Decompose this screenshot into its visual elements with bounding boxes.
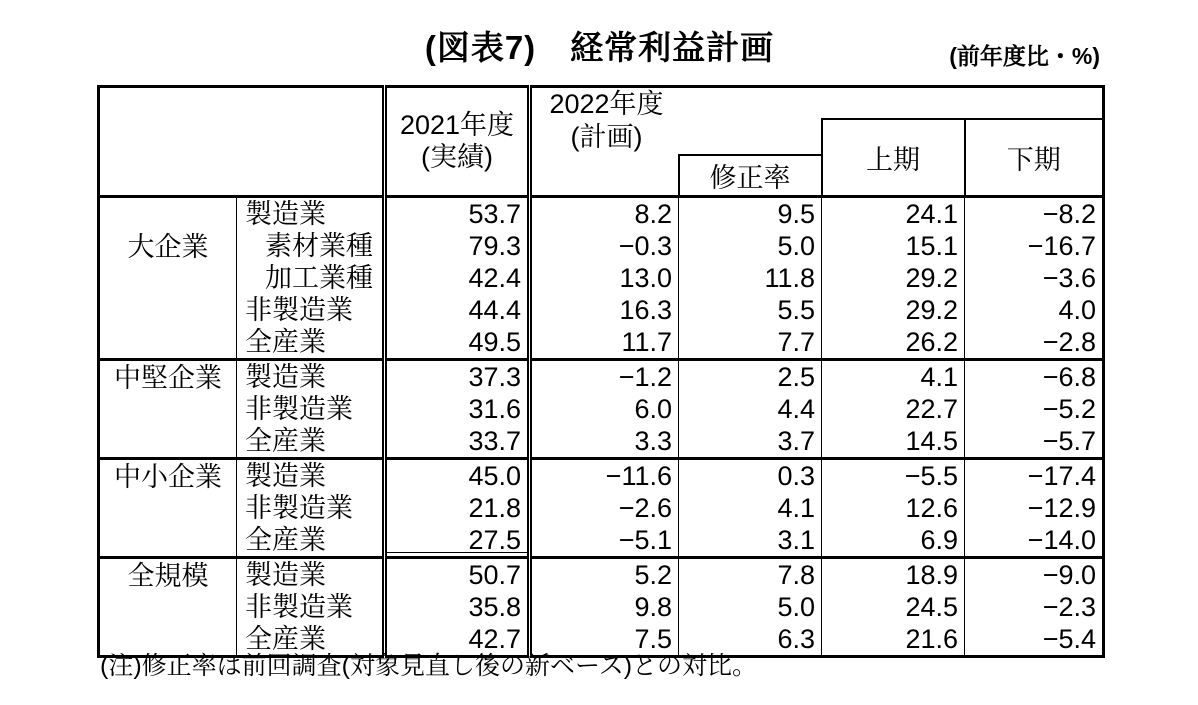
table-header bbox=[99, 87, 1104, 197]
value-cell: 6.3 bbox=[679, 623, 822, 657]
header-2021-column bbox=[385, 87, 530, 197]
value-cell: 5.2 bbox=[530, 557, 679, 591]
industry-label: 非製造業 bbox=[237, 294, 385, 326]
group-label: 大企業 bbox=[127, 231, 209, 262]
value-cell: 50.7 bbox=[385, 557, 530, 591]
value-cell: 44.4 bbox=[385, 294, 530, 326]
industry-label: 非製造業 bbox=[237, 492, 385, 524]
header-corner-cell bbox=[99, 87, 385, 197]
value-cell: 4.4 bbox=[679, 393, 822, 425]
value-cell: 7.5 bbox=[634, 623, 672, 654]
header-spacer-left bbox=[530, 155, 679, 197]
industry-label: 素材業種 bbox=[237, 230, 385, 262]
header-2022-line1: 2022年度 bbox=[549, 89, 664, 119]
profit-plan-table bbox=[97, 85, 1105, 658]
value-cell: 6.9 bbox=[822, 524, 965, 558]
value-cell: 18.9 bbox=[822, 557, 965, 591]
industry-label: 全産業 bbox=[237, 326, 385, 360]
industry-label: 全産業 bbox=[237, 623, 385, 657]
header-second-half: 下期 bbox=[965, 119, 1104, 197]
value-cell: 0.3 bbox=[679, 458, 822, 492]
industry-label: 非製造業 bbox=[237, 591, 385, 623]
value-cell: −5.5 bbox=[822, 458, 965, 492]
value-cell: −17.4 bbox=[965, 458, 1104, 492]
header-spacer-top bbox=[822, 87, 1104, 119]
value-cell: 21.6 bbox=[822, 623, 965, 657]
value-cell: 29.2 bbox=[822, 262, 965, 294]
value-cell: 14.5 bbox=[822, 425, 965, 459]
value-cell: 6.0 bbox=[634, 393, 672, 424]
value-cell: 24.5 bbox=[822, 591, 965, 623]
value-cell: −5.2 bbox=[965, 393, 1104, 425]
table-row bbox=[99, 262, 1104, 294]
table-row bbox=[99, 230, 1104, 262]
value-cell: 7.7 bbox=[679, 326, 822, 360]
table-row bbox=[99, 393, 1104, 425]
value-cell: −16.7 bbox=[965, 230, 1104, 262]
value-cell: −2.6 bbox=[618, 492, 672, 523]
header-first-half: 上期 bbox=[822, 119, 965, 197]
value-cell: 24.1 bbox=[822, 196, 965, 230]
table-row bbox=[99, 458, 1104, 492]
value-cell: 15.1 bbox=[822, 230, 965, 262]
industry-label: 製造業 bbox=[237, 359, 385, 393]
header-2021-line2: (実績) bbox=[421, 142, 493, 173]
industry-label: 加工業種 bbox=[237, 262, 385, 294]
value-cell: −5.4 bbox=[965, 623, 1104, 657]
industry-label: 製造業 bbox=[237, 557, 385, 591]
industry-label: 全産業 bbox=[237, 524, 385, 558]
value-cell: 8.2 bbox=[634, 198, 672, 229]
table-row bbox=[99, 492, 1104, 524]
value-cell: 31.6 bbox=[385, 393, 530, 425]
value-cell: −5.1 bbox=[618, 524, 672, 555]
group-label: 全規模 bbox=[99, 557, 237, 656]
table-row bbox=[99, 294, 1104, 326]
group-label: 中堅企業 bbox=[99, 359, 237, 458]
value-cell: 7.8 bbox=[679, 557, 822, 591]
header-2021-line1: 2021年度 bbox=[399, 109, 515, 140]
value-cell: 79.3 bbox=[385, 230, 530, 262]
value-cell: −8.2 bbox=[965, 196, 1104, 230]
value-cell: 22.7 bbox=[822, 393, 965, 425]
value-cell: 33.7 bbox=[385, 425, 530, 459]
value-cell: −3.6 bbox=[965, 262, 1104, 294]
table-row bbox=[99, 326, 1104, 360]
table-row bbox=[99, 425, 1104, 459]
table-row bbox=[99, 196, 1104, 230]
value-cell: 13.0 bbox=[619, 262, 672, 293]
value-cell: −6.8 bbox=[965, 359, 1104, 393]
value-cell: 37.3 bbox=[385, 359, 530, 393]
header-revision-rate: 修正率 bbox=[679, 155, 822, 197]
value-cell: 29.2 bbox=[822, 294, 965, 326]
table-row bbox=[99, 359, 1104, 393]
table-row bbox=[99, 591, 1104, 623]
value-cell: −11.6 bbox=[530, 458, 679, 492]
value-cell: 42.4 bbox=[385, 262, 530, 294]
value-cell: 5.5 bbox=[679, 294, 822, 326]
value-cell: 3.7 bbox=[679, 425, 822, 459]
value-cell: 49.5 bbox=[385, 326, 530, 360]
table-body bbox=[99, 196, 1104, 656]
value-cell: 42.7 bbox=[385, 623, 530, 657]
header-2022-column bbox=[530, 87, 822, 155]
value-cell: 3.1 bbox=[679, 524, 822, 558]
value-cell: −9.0 bbox=[965, 557, 1104, 591]
value-cell: 4.1 bbox=[679, 492, 822, 524]
table-row bbox=[99, 524, 1104, 558]
value-cell: 3.3 bbox=[634, 425, 672, 456]
table-row bbox=[99, 557, 1104, 591]
value-cell: 5.0 bbox=[679, 230, 822, 262]
value-cell: 5.0 bbox=[679, 591, 822, 623]
value-cell: 11.7 bbox=[621, 326, 672, 357]
value-cell: 26.2 bbox=[822, 326, 965, 360]
industry-label: 製造業 bbox=[237, 196, 385, 230]
industry-label: 製造業 bbox=[237, 458, 385, 492]
value-cell: 2.5 bbox=[679, 359, 822, 393]
value-cell: 27.5 bbox=[385, 524, 530, 558]
value-cell: 4.1 bbox=[822, 359, 965, 393]
value-cell: 53.7 bbox=[385, 196, 530, 230]
value-cell: 35.8 bbox=[385, 591, 530, 623]
value-cell: 4.0 bbox=[965, 294, 1104, 326]
value-cell: 9.5 bbox=[679, 196, 822, 230]
value-cell: −1.2 bbox=[530, 359, 679, 393]
value-cell: 21.8 bbox=[385, 492, 530, 524]
header-2022-line2: (計画) bbox=[570, 121, 643, 152]
value-cell: −2.8 bbox=[965, 326, 1104, 360]
value-cell: −14.0 bbox=[965, 524, 1104, 558]
footnote: (注)修正率は前回調査(対象見直し後の新ベース)との対比。 bbox=[100, 652, 758, 680]
figure-title: (図表7) 経常利益計画 bbox=[424, 29, 775, 66]
group-label: 中小企業 bbox=[99, 458, 237, 557]
value-cell: 9.8 bbox=[634, 591, 672, 622]
value-cell: 12.6 bbox=[822, 492, 965, 524]
unit-label: (前年度比・%) bbox=[949, 43, 1100, 69]
value-cell: 16.3 bbox=[619, 294, 672, 325]
value-cell: −2.3 bbox=[965, 591, 1104, 623]
industry-label: 全産業 bbox=[237, 425, 385, 459]
value-cell: −0.3 bbox=[618, 230, 672, 261]
industry-label: 非製造業 bbox=[237, 393, 385, 425]
header-2022-label bbox=[532, 88, 681, 154]
value-cell: −12.9 bbox=[965, 492, 1104, 524]
value-cell: 45.0 bbox=[385, 458, 530, 492]
value-cell: 11.8 bbox=[679, 262, 822, 294]
value-cell: −5.7 bbox=[965, 425, 1104, 459]
